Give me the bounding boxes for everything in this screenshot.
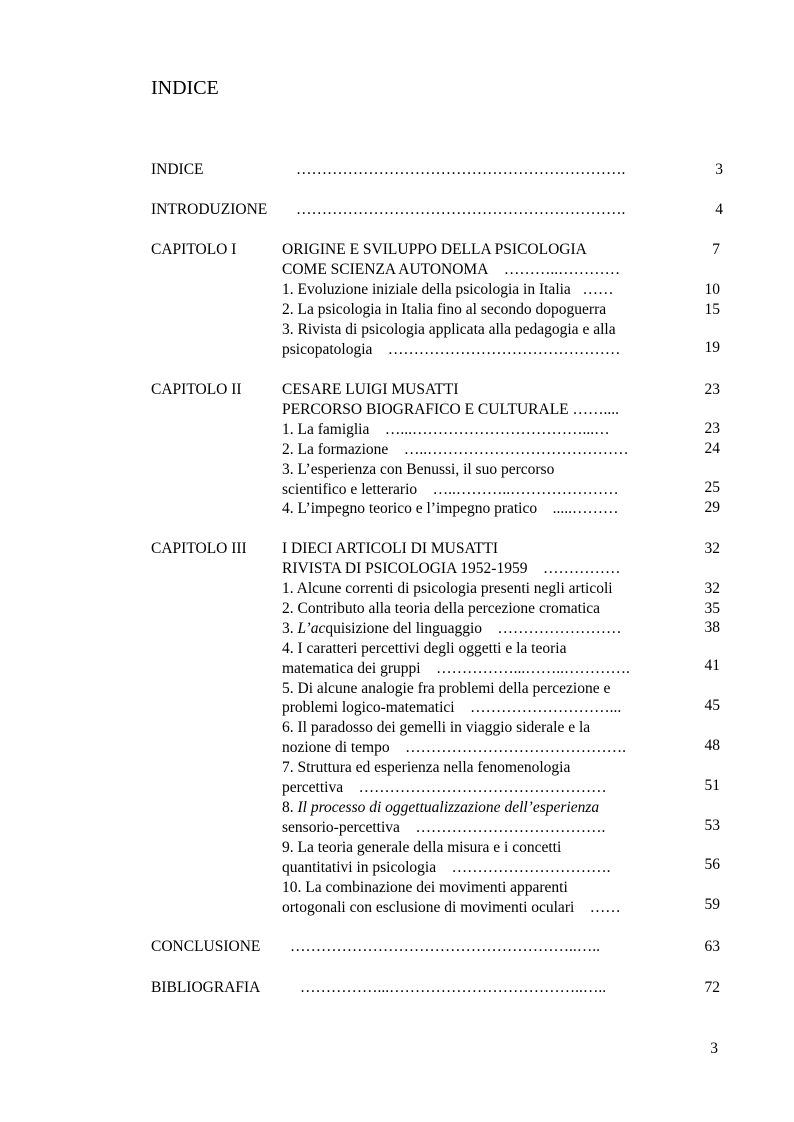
toc-cap3-item-5: 5. Di alcune analogie fra problemi della percezione e	[282, 680, 611, 697]
toc-item-num: 8.	[282, 799, 298, 816]
toc-cap2-item-3-page: 25	[704, 479, 720, 496]
toc-cap3-item-2-page: 35	[704, 600, 720, 617]
toc-cap2-item-1	[282, 420, 610, 440]
toc-cap2-item-3-line2	[282, 480, 619, 500]
toc-item-text: psicopatologia	[282, 341, 373, 358]
toc-cap3-item-6-page: 48	[704, 737, 720, 754]
toc-cap3-item-9: 9. La teoria generale della misura e i concetti	[282, 839, 562, 856]
toc-introduzione-dots: ……………………………………………………….	[296, 201, 626, 218]
toc-item-dots: …..………..…………………	[432, 481, 619, 498]
toc-item-italic: Il processo di oggettualizzazione dell’esperienza	[297, 799, 600, 816]
toc-cap3-item-2: 2. Contributo alla teoria della percezione cromatica	[282, 600, 601, 617]
toc-cap3-label: CAPITOLO III	[151, 540, 247, 557]
toc-conclusione-dots: ………………………………………………..…..	[290, 938, 600, 955]
toc-cap2-title2	[282, 400, 619, 420]
toc-cap3-item-7-page: 51	[704, 777, 720, 794]
toc-item-dots: …………………………………….	[405, 739, 626, 756]
toc-cap1-title2-text: COME SCIENZA AUTONOMA	[282, 261, 489, 278]
toc-item-text: 2. La formazione	[282, 441, 389, 458]
toc-item-dots: ……	[582, 281, 614, 298]
toc-cap2-item-1-page: 23	[704, 420, 720, 437]
toc-cap3-item-10: 10. La combinazione dei movimenti apparenti	[282, 879, 568, 896]
toc-cap3-item-8	[282, 798, 599, 818]
toc-conclusione-label: CONCLUSIONE	[151, 938, 261, 955]
toc-cap3-item-4-page: 41	[704, 657, 720, 674]
toc-item-text: nozione di tempo	[282, 739, 390, 756]
toc-item-text: 1. La famiglia	[282, 421, 370, 438]
toc-cap3-item-8-line2	[282, 818, 605, 838]
toc-item-text: matematica dei gruppi	[282, 660, 421, 677]
toc-cap3-item-1: 1. Alcune correnti di psicologia presenti negli articoli	[282, 580, 613, 597]
page-title: INDICE	[151, 77, 219, 99]
page-number: 3	[710, 1040, 718, 1057]
toc-cap3-item-9-page: 56	[704, 856, 720, 873]
toc-item-dots: .....………	[552, 500, 619, 517]
toc-conclusione-page: 63	[704, 938, 720, 955]
toc-cap3-page: 32	[704, 540, 720, 557]
toc-item-dots: ………………………………………	[387, 341, 621, 358]
toc-cap2-label: CAPITOLO II	[151, 381, 242, 398]
toc-cap2-item-2	[282, 440, 629, 460]
toc-cap3-item-1-page: 32	[704, 580, 720, 597]
toc-cap1-item-3: 3. Rivista di psicologia applicata alla pedagogia e alla	[282, 321, 616, 338]
toc-item-text: ortogonali con esclusione di movimenti oculari	[282, 899, 575, 916]
toc-cap3-item-10-page: 59	[704, 896, 720, 913]
toc-bibliografia-dots: ……………...………………………………..…..	[300, 979, 607, 996]
toc-item-dots: …..…………………………………	[403, 441, 629, 458]
toc-cap3-item-10-line2	[282, 898, 621, 918]
toc-cap3-title2	[282, 559, 620, 579]
toc-cap3-title2-dots: ……………	[542, 560, 621, 577]
toc-cap1-page: 7	[712, 241, 720, 258]
toc-indice-page: 3	[715, 161, 723, 178]
toc-cap3-item-3	[282, 619, 622, 639]
toc-item-text: quantitativi in psicologia	[282, 859, 437, 876]
toc-indice-dots: ……………………………………………………….	[296, 161, 626, 178]
toc-cap2-item-2-page: 24	[704, 440, 720, 457]
toc-cap3-item-9-line2	[282, 858, 611, 878]
toc-cap3-title1: I DIECI ARTICOLI DI MUSATTI	[282, 540, 499, 557]
toc-introduzione-page: 4	[715, 201, 723, 218]
toc-item-dots: …………………………………………	[358, 779, 607, 796]
toc-item-num: 3.	[282, 620, 298, 637]
toc-cap3-title2-text: RIVISTA DI PSICOLOGIA 1952-1959	[282, 560, 528, 577]
toc-cap1-item-3-page: 19	[704, 339, 720, 356]
toc-cap1-item-3-line2	[282, 340, 620, 360]
toc-item-italic: L’ac	[297, 620, 326, 637]
toc-cap2-item-4	[282, 499, 618, 519]
toc-cap3-item-7: 7. Struttura ed esperienza nella fenomenologia	[282, 759, 571, 776]
toc-cap1-title1: ORIGINE E SVILUPPO DELLA PSICOLOGIA	[282, 241, 587, 258]
toc-item-dots: ……………...……..………….	[436, 660, 630, 677]
toc-cap2-title1: CESARE LUIGI MUSATTI	[282, 381, 459, 398]
toc-item-dots: ……	[589, 899, 621, 916]
toc-item-dots: …...……………………………...…	[384, 421, 610, 438]
toc-cap3-item-6: 6. Il paradosso dei gemelli in viaggio siderale e la	[282, 719, 591, 736]
toc-item-text: 1. Evoluzione iniziale della psicologia in Italia	[282, 281, 571, 298]
toc-cap1-item-1	[282, 280, 613, 300]
toc-cap1-item-1-page: 10	[704, 281, 720, 298]
toc-cap3-item-8-page: 53	[704, 817, 720, 834]
toc-item-text: percettiva	[282, 779, 344, 796]
toc-cap3-item-4: 4. I caratteri percettivi degli oggetti e la teoria	[282, 640, 567, 657]
toc-bibliografia-label: BIBLIOGRAFIA	[151, 979, 261, 996]
toc-cap1-title2	[282, 260, 620, 280]
toc-cap1-item-2: 2. La psicologia in Italia fino al secondo dopoguerra	[282, 301, 607, 318]
toc-indice-label: INDICE	[151, 161, 204, 178]
toc-cap2-page: 23	[704, 381, 720, 398]
toc-item-dots: ……………………………….	[415, 819, 606, 836]
toc-introduzione-label: INTRODUZIONE	[151, 201, 268, 218]
toc-cap1-label: CAPITOLO I	[151, 241, 237, 258]
toc-cap3-item-3-page: 38	[704, 619, 720, 636]
toc-item-dots: ……………………	[497, 620, 622, 637]
toc-cap3-item-7-line2	[282, 778, 607, 798]
toc-item-text: scientifico e letterario	[282, 481, 418, 498]
toc-item-dots: ………………………...	[470, 699, 622, 716]
toc-cap3-item-5-line2	[282, 698, 621, 718]
toc-cap2-title2-text: PERCORSO BIOGRAFICO E CULTURALE	[282, 401, 569, 418]
toc-cap2-item-4-page: 29	[704, 499, 720, 516]
toc-item-text: sensorio-percettiva	[282, 819, 400, 836]
toc-item-text: quisizione del linguaggio	[325, 620, 483, 637]
toc-cap3-item-6-line2	[282, 738, 626, 758]
toc-bibliografia-page: 72	[704, 979, 720, 996]
toc-cap3-item-4-line2	[282, 659, 630, 679]
toc-cap1-item-2-page: 15	[704, 301, 720, 318]
toc-cap3-item-5-page: 45	[704, 697, 720, 714]
toc-item-text: problemi logico-matematici	[282, 699, 455, 716]
toc-cap1-title2-dots: ………..…………	[503, 261, 621, 278]
toc-item-text: 4. L’impegno teorico e l’impegno pratico	[282, 500, 538, 517]
toc-cap2-item-3: 3. L’esperienza con Benussi, il suo percorso	[282, 461, 555, 478]
toc-item-dots: ………………………….	[451, 859, 611, 876]
toc-cap2-title2-dots: ……....	[572, 401, 620, 418]
